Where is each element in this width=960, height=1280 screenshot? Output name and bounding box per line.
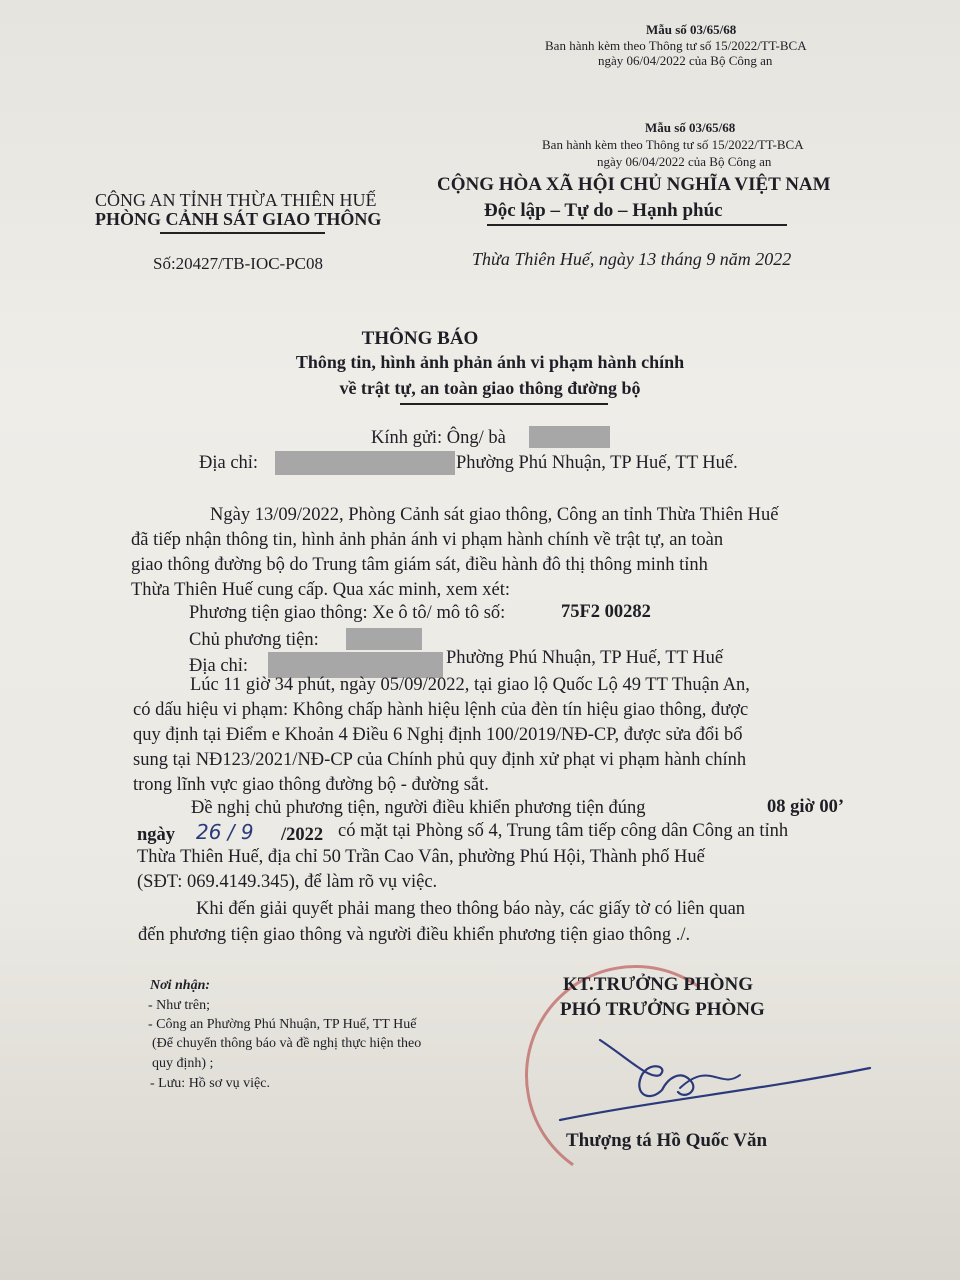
p1-line4: Thừa Thiên Huế cung cấp. Qua xác minh, xem xét:	[131, 580, 511, 600]
form-number-top: Mẫu số 03/65/68	[646, 22, 737, 37]
p1-line1: Ngày 13/09/2022, Phòng Cảnh sát giao thông, Công an tỉnh Thừa Thiên Huế	[210, 505, 779, 525]
p2-line4: sung tại NĐ123/2021/NĐ-CP của Chính phủ quy định xử phạt vi phạm hành chính	[133, 750, 747, 770]
p3-handwritten-day: 26 / 9	[196, 820, 254, 844]
p3-line1: Đề nghị chủ phương tiện, người điều khiển phương tiện đúng	[191, 798, 646, 818]
subtitle-underline	[400, 403, 608, 405]
recipients-item4: - Lưu: Hồ sơ vụ việc.	[150, 1076, 270, 1091]
agency-parent: CÔNG AN TỈNH THỪA THIÊN HUẾ	[95, 190, 377, 210]
vehicle-plate: 75F2 00282	[561, 602, 651, 622]
recipients-heading: Nơi nhận:	[150, 978, 211, 993]
signature-on-behalf: KT.TRƯỞNG PHÒNG	[563, 974, 753, 995]
form-issued-with-top: Ban hành kèm theo Thông tư số 15/2022/TT-BCA	[545, 38, 807, 53]
p1-line3: giao thông đường bộ do Trung tâm giám sát, điều hành đô thị thông minh tỉnh	[131, 555, 708, 575]
recipient-address-label: Địa chỉ:	[199, 453, 259, 473]
handwritten-signature	[540, 1020, 880, 1130]
redacted-recipient-address	[275, 451, 455, 475]
p3-year: /2022	[281, 825, 324, 845]
p1-line2: đã tiếp nhận thông tin, hình ảnh phản ánh vi phạm hành chính về trật tự, an toàn	[131, 530, 724, 550]
notice-subtitle-line1: Thông tin, hình ảnh phản ánh vi phạm hành chính	[295, 352, 685, 372]
notice-title: THÔNG BÁO	[361, 328, 479, 349]
recipients-item3-line2: quy định) ;	[152, 1056, 214, 1071]
notice-subtitle-line2: về trật tự, an toàn giao thông đường bộ	[339, 378, 641, 398]
national-motto: Độc lập – Tự do – Hạnh phúc	[484, 200, 723, 221]
p3-day-label: ngày	[137, 825, 176, 845]
national-title: CỘNG HÒA XÃ HỘI CHỦ NGHĨA VIỆT NAM	[437, 174, 831, 195]
vehicle-label: Phương tiện giao thông: Xe ô tô/ mô tô số:	[189, 603, 506, 623]
p2-line3: quy định tại Điểm e Khoản 4 Điều 6 Nghị định 100/2019/NĐ-CP, được sửa đổi bổ	[133, 725, 743, 745]
recipient-address-suffix: Phường Phú Nhuận, TP Huế, TT Huế.	[456, 453, 738, 473]
agency-department: PHÒNG CẢNH SÁT GIAO THÔNG	[95, 209, 382, 229]
form-issued-date-top: ngày 06/04/2022 của Bộ Công an	[598, 53, 773, 68]
signature-position: PHÓ TRƯỞNG PHÒNG	[560, 999, 765, 1020]
recipients-item2: - Công an Phường Phú Nhuận, TP Huế, TT Huế	[148, 1017, 417, 1032]
form-issued-date-second: ngày 06/04/2022 của Bộ Công an	[597, 154, 772, 169]
recipient-greeting: Kính gửi: Ông/ bà	[371, 428, 506, 448]
owner-address-label: Địa chỉ:	[189, 656, 249, 676]
agency-underline	[160, 232, 325, 234]
p2-line1: Lúc 11 giờ 34 phút, ngày 05/09/2022, tại giao lộ Quốc Lộ 49 TT Thuận An,	[190, 675, 750, 695]
motto-underline	[487, 224, 787, 226]
p3-line4: (SĐT: 069.4149.345), để làm rõ vụ việc.	[137, 872, 438, 892]
p3-line3: Thừa Thiên Huế, địa chỉ 50 Trần Cao Vân, phường Phú Hội, Thành phố Huế	[137, 847, 705, 867]
doc-number: Số:20427/TB-IOC-PC08	[153, 254, 324, 273]
recipients-item1: - Như trên;	[148, 998, 211, 1013]
signer-name: Thượng tá Hồ Quốc Văn	[566, 1130, 768, 1151]
recipients-item3-line1: (Để chuyển thông báo và đề nghị thực hiện theo	[152, 1036, 422, 1051]
p4-line2: đến phương tiện giao thông và người điều khiển phương tiện giao thông ./.	[138, 925, 691, 945]
redacted-recipient-name	[529, 426, 610, 448]
p2-line2: có dấu hiệu vi phạm: Không chấp hành hiệu lệnh của đèn tín hiệu giao thông, được	[133, 700, 749, 720]
p2-line5: trong lĩnh vực giao thông đường bộ - đường sắt.	[133, 775, 489, 795]
owner-address-suffix: Phường Phú Nhuận, TP Huế, TT Huế	[446, 648, 724, 668]
owner-label: Chủ phương tiện:	[189, 630, 319, 650]
p3-appointment-time: 08 giờ 00’	[767, 797, 845, 817]
redacted-owner-name	[346, 628, 422, 650]
form-number-second: Mẫu số 03/65/68	[645, 120, 736, 135]
form-issued-with-second: Ban hành kèm theo Thông tư số 15/2022/TT-BCA	[542, 137, 804, 152]
p4-line1: Khi đến giải quyết phải mang theo thông báo này, các giấy tờ có liên quan	[196, 899, 746, 919]
place-date: Thừa Thiên Huế, ngày 13 tháng 9 năm 2022	[472, 249, 792, 269]
p3-line2-rest: có mặt tại Phòng số 4, Trung tâm tiếp công dân Công an tỉnh	[338, 821, 789, 841]
